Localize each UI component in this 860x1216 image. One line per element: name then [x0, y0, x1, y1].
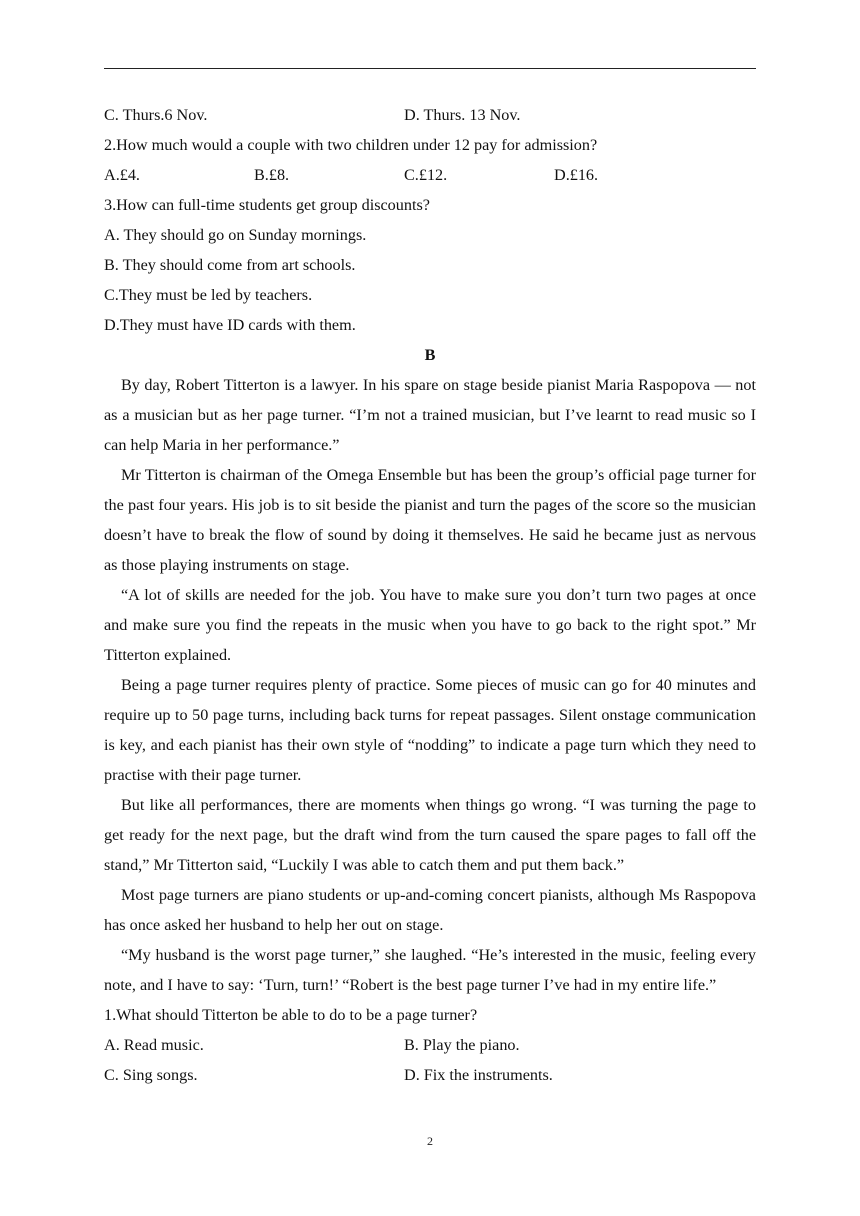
header-rule — [104, 68, 756, 69]
option-c: C. Sing songs. — [104, 1066, 198, 1084]
paragraph: By day, Robert Titterton is a lawyer. In his spare on stage beside pianist Maria Raspopova — not as a musician but as her page turner. “I’m not a trained musician, but I’ve learnt to read music so I can help Maria in her performance.” — [104, 376, 756, 454]
paragraph: Being a page turner requires plenty of practice. Some pieces of music can go for 40 minutes and require up to 50 page turns, including back turns for repeat passages. Silent onstage communication is key, and each pianist has their own style of “nodding” to indicate a page turn which they need to practise with their page turner. — [104, 676, 756, 784]
option-d: D. Thurs. 13 Nov. — [404, 106, 521, 124]
option-c: C. Thurs.6 Nov. — [104, 106, 208, 124]
page-number: 2 — [427, 1134, 433, 1148]
option-c: C.£12. — [404, 166, 448, 184]
paragraph: Mr Titterton is chairman of the Omega Ensemble but has been the group’s official page turner for the past four years. His job is to sit beside the pianist and turn the pages of the score so the musician doesn’t have to break the flow of sound by doing it themselves. He said he became just as nervous as those playing instruments on stage. — [104, 466, 756, 574]
question-1: 1.What should Titterton be able to do to be a page turner? — [104, 1006, 478, 1024]
question-2: 2.How much would a couple with two children under 12 pay for admission? — [104, 136, 598, 154]
option-d: D.£16. — [554, 166, 599, 184]
prev-question-options — [104, 100, 756, 130]
paragraph: But like all performances, there are moments when things go wrong. “I was turning the page to get ready for the next page, but the draft wind from the turn caused the spare pages to fall off the stand,” Mr Titterton said, “Luckily I was able to catch them and put them back.” — [104, 796, 756, 874]
option-d: D. Fix the instruments. — [404, 1066, 553, 1084]
option-a: A. Read music. — [104, 1036, 204, 1054]
paragraph: Most page turners are piano students or up-and-coming concert pianists, although Ms Raspopova has once asked her husband to help her out on stage. — [104, 886, 756, 934]
question-1-options-row-2 — [104, 1060, 756, 1090]
option-c: C.They must be led by teachers. — [104, 286, 313, 304]
option-b: B. They should come from art schools. — [104, 256, 356, 274]
option-b: B.£8. — [254, 166, 290, 184]
option-b: B. Play the piano. — [404, 1036, 520, 1054]
option-d: D.They must have ID cards with them. — [104, 316, 356, 334]
option-a: A.£4. — [104, 166, 140, 184]
option-a: A. They should go on Sunday mornings. — [104, 226, 367, 244]
paragraph: “My husband is the worst page turner,” she laughed. “He’s interested in the music, feeling every note, and I have to say: ‘Turn, turn!’ “Robert is the best page turner I’ve had in my entire life.” — [104, 946, 756, 994]
question-2-options — [104, 160, 756, 190]
section-title: B — [424, 346, 436, 364]
paragraph: “A lot of skills are needed for the job. You have to make sure you don’t turn two pages at once and make sure you find the repeats in the music when you have to go back to the right spot.” Mr Titterton explained. — [104, 586, 756, 664]
page-content — [104, 100, 756, 1090]
question-1-options-row-1 — [104, 1030, 756, 1060]
question-3: 3.How can full-time students get group discounts? — [104, 196, 430, 214]
